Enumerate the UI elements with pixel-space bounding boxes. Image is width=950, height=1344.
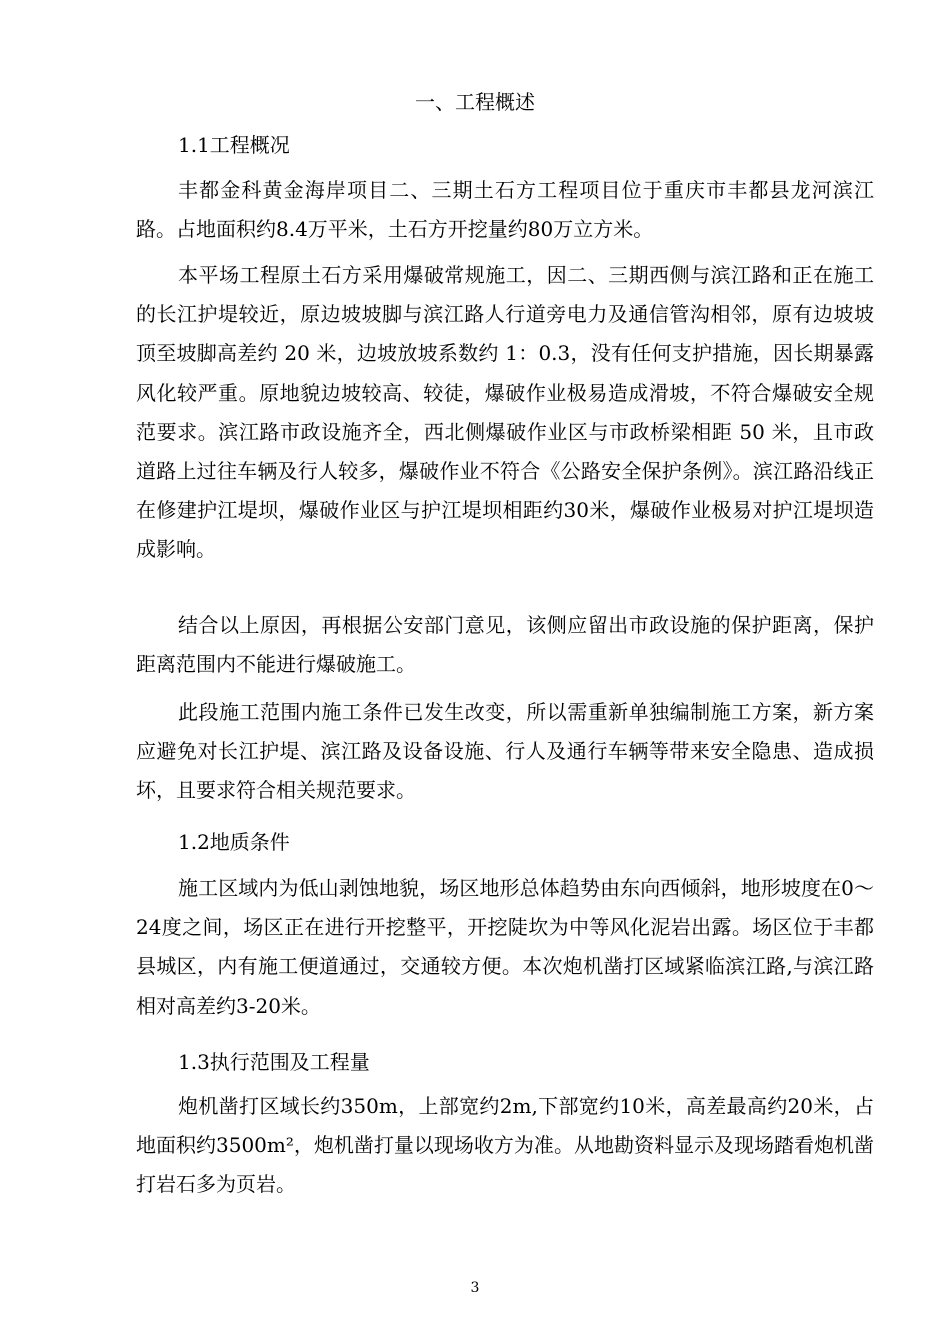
page-number: 3 <box>470 1280 480 1296</box>
paragraph-new-plan: 此段施工范围内施工条件已发生改变，所以需重新单独编制施工方案，新方案应避免对长江护堤、滨江路及设备设施、行人及通行车辆等带来安全隐患、造成损坏，且要求符合相关规范要求。 <box>136 700 874 803</box>
paragraph-project-location: 丰都金科黄金海岸项目二、三期土石方工程项目位于重庆市丰都县龙河滨江路。占地面积约8.4万平米，土石方开挖量约80万立方米。 <box>136 178 874 242</box>
paragraph-blasting-conditions: 本平场工程原土石方采用爆破常规施工，因二、三期西侧与滨江路和正在施工的长江护堤较近，原边坡坡脚与滨江路人行道旁电力及通信管沟相邻，原有边坡坡顶至坡脚高差约 20 米，边坡放坡系数约 1：0.3，没有任何支护措施，因长期暴露风化较严重。原地貌边坡较高、较徒，爆破作业极易造成滑坡，不符合爆破安全规范要求。滨江路市政设施齐全，西北侧爆破作业区与市政桥梁相距 50 米，且市政道路上过往车辆及行人较多，爆破作业不符合《公路安全保护条例》。滨江路沿线正在修建护江堤坝，爆破作业区与护江堤坝相距约30米，爆破作业极易对护江堤坝造成影响。 <box>136 263 874 562</box>
section-heading-1-1: 1.1工程概况 <box>178 133 290 157</box>
paragraph-geology: 施工区域内为低山剥蚀地貌，场区地形总体趋势由东向西倾斜，地形坡度在0～24度之间，场区正在进行开挖整平，开挖陡坎为中等风化泥岩出露。场区位于丰都县城区，内有施工便道通过，交通较方便。本次炮机凿打区域紧临滨江路,与滨江路相对高差约3-20米。 <box>136 876 874 1018</box>
paragraph-scope-quantity: 炮机凿打区域长约350m，上部宽约2m,下部宽约10米，高差最高约20米，占地面积约3500m²，炮机凿打量以现场收方为准。从地勘资料显示及现场踏看炮机凿打岩石多为页岩。 <box>136 1094 874 1197</box>
paragraph-protection-distance: 结合以上原因，再根据公安部门意见，该侧应留出市政设施的保护距离，保护距离范围内不能进行爆破施工。 <box>136 613 874 677</box>
section-heading-1-2: 1.2地质条件 <box>178 830 290 854</box>
section-heading-1-3: 1.3执行范围及工程量 <box>178 1050 370 1074</box>
chapter-title: 一、工程概述 <box>415 90 535 114</box>
